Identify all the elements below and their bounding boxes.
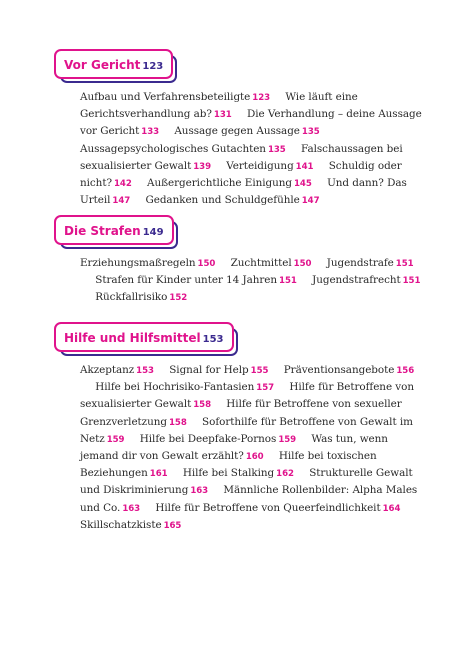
toc-section bbox=[54, 322, 425, 534]
entry-page-number: 155 bbox=[250, 366, 269, 376]
toc-entry[interactable] bbox=[169, 364, 268, 376]
toc-entry[interactable] bbox=[284, 364, 414, 376]
entry-title: Aussagepsychologisches Gutachten bbox=[80, 142, 266, 155]
entry-title: Strafen für Kinder unter 14 Jahren bbox=[95, 274, 278, 287]
entry-title: Hilfe für Betroffene von sexueller Grenzverletzung bbox=[80, 398, 402, 428]
entry-title: Männliche Rollenbilder: Alpha Males und Co. bbox=[80, 484, 418, 514]
section-title: Die Strafen bbox=[64, 224, 141, 238]
toc-entry[interactable] bbox=[183, 467, 294, 479]
entry-title: Hilfe für Betroffene von sexualisierter Gewalt bbox=[80, 381, 414, 411]
entry-page-number: 153 bbox=[136, 366, 154, 376]
entry-page-number: 150 bbox=[293, 259, 312, 269]
entry-title: Hilfe bei Deepfake-Pornos bbox=[139, 432, 277, 445]
entry-title: Die Verhandlung – deine Aussage vor Gericht bbox=[80, 108, 422, 138]
section-title: Hilfe und Hilfsmittel bbox=[64, 331, 201, 345]
toc-entry[interactable] bbox=[80, 91, 270, 103]
entry-title: Soforthilfe für Betroffene von Gewalt im Netz bbox=[80, 415, 413, 445]
entry-page-number: 151 bbox=[395, 259, 414, 269]
toc-entry[interactable] bbox=[145, 194, 319, 206]
entry-page-number: 145 bbox=[294, 179, 312, 190]
entry-title: Falschaussagen bei sexualisierter Gewalt bbox=[80, 142, 403, 172]
entry-page-number: 131 bbox=[213, 110, 232, 121]
entry-page-number: 158 bbox=[168, 417, 187, 428]
toc-entry[interactable] bbox=[140, 433, 296, 445]
entry-title: Gedanken und Schuldgefühle bbox=[145, 194, 300, 207]
entry-page-number: 147 bbox=[112, 196, 131, 207]
entry-title: Aufbau und Verfahrensbeteiligte bbox=[80, 91, 251, 103]
entry-page-number: 141 bbox=[295, 161, 314, 172]
entry-title: Erziehungsmaßregeln bbox=[80, 257, 196, 269]
entry-page-number: 150 bbox=[197, 259, 216, 269]
toc-entry[interactable] bbox=[147, 177, 312, 189]
toc-entry[interactable] bbox=[80, 519, 181, 531]
entry-page-number: 159 bbox=[106, 434, 125, 445]
toc-entry[interactable] bbox=[80, 143, 286, 155]
entry-title: Verteidigung bbox=[226, 159, 294, 172]
toc-section bbox=[54, 49, 425, 209]
entry-page-number: 165 bbox=[163, 520, 182, 531]
entry-page-number: 163 bbox=[122, 503, 141, 514]
section-heading[interactable] bbox=[54, 215, 174, 245]
entry-page-number: 158 bbox=[193, 400, 212, 411]
entry-title: Was tun, wenn jemand dir von Gewalt erzählt? bbox=[80, 432, 388, 463]
section-title: Vor Gericht bbox=[64, 58, 141, 72]
toc-entry[interactable] bbox=[312, 274, 420, 286]
entry-title: Aussage gegen Aussage bbox=[174, 125, 300, 138]
toc-entry[interactable] bbox=[327, 257, 414, 269]
entry-page-number: 163 bbox=[190, 486, 209, 497]
entry-title: Hilfe für Betroffene von Queerfeindlichkeit bbox=[155, 501, 381, 514]
toc-entry[interactable] bbox=[226, 160, 313, 172]
entry-page-number: 135 bbox=[267, 144, 286, 155]
toc-entry[interactable] bbox=[95, 381, 274, 393]
entry-page-number: 123 bbox=[252, 93, 271, 103]
entry-page-number: 162 bbox=[276, 469, 294, 480]
section-heading[interactable] bbox=[54, 49, 173, 79]
entry-title: Außergerichtliche Einigung bbox=[147, 177, 292, 190]
entry-page-number: 157 bbox=[256, 383, 275, 394]
entry-title: Hilfe bei Stalking bbox=[182, 467, 275, 480]
toc-entry[interactable] bbox=[95, 291, 187, 303]
toc-entry[interactable] bbox=[80, 257, 215, 269]
entry-title: Signal for Help bbox=[169, 364, 249, 376]
entry-title: Strukturelle Gewalt und Diskriminierung bbox=[80, 467, 413, 497]
entry-title: Zuchtmittel bbox=[230, 257, 292, 269]
entry-title: Skillschatzkiste bbox=[80, 518, 162, 531]
entry-list bbox=[80, 255, 425, 307]
entry-title: Präventionsangebote bbox=[283, 364, 395, 376]
entry-page-number: 156 bbox=[396, 366, 415, 376]
entry-page-number: 164 bbox=[382, 503, 401, 514]
toc-entry[interactable] bbox=[95, 274, 297, 286]
entry-page-number: 159 bbox=[278, 434, 297, 445]
entry-page-number: 161 bbox=[149, 469, 168, 480]
entry-title: Hilfe bei Hochrisiko-Fantasien bbox=[95, 381, 255, 394]
section-page-number: 123 bbox=[142, 61, 164, 72]
entry-list bbox=[80, 89, 425, 209]
entry-page-number: 142 bbox=[113, 179, 132, 190]
entry-page-number: 139 bbox=[193, 161, 212, 172]
toc-entry[interactable] bbox=[231, 257, 312, 269]
entry-page-number: 133 bbox=[141, 127, 160, 138]
section-page-number: 149 bbox=[142, 227, 164, 238]
entry-page-number: 151 bbox=[279, 276, 297, 287]
toc-entry[interactable] bbox=[80, 364, 154, 376]
entry-list bbox=[80, 362, 425, 534]
entry-page-number: 160 bbox=[245, 452, 264, 463]
entry-title: Jugendstrafe bbox=[326, 257, 394, 269]
toc-entry[interactable] bbox=[174, 125, 319, 137]
section-page-number: 153 bbox=[202, 334, 224, 345]
entry-page-number: 147 bbox=[301, 196, 320, 207]
entry-title: Wie läuft eine Gerichtsverhandlung ab? bbox=[80, 91, 358, 121]
entry-title: Hilfe bei toxischen Beziehungen bbox=[80, 450, 377, 480]
entry-page-number: 151 bbox=[402, 276, 421, 287]
section-heading[interactable] bbox=[54, 322, 234, 352]
entry-page-number: 152 bbox=[169, 293, 188, 304]
entry-title: Akzeptanz bbox=[80, 364, 135, 376]
entry-title: Jugendstrafrecht bbox=[312, 274, 401, 287]
toc-section bbox=[54, 215, 425, 307]
toc-entry[interactable] bbox=[155, 502, 400, 514]
entry-title: Schuldig oder nicht? bbox=[80, 159, 402, 190]
entry-title: Rückfallrisiko bbox=[95, 291, 168, 304]
entry-page-number: 135 bbox=[301, 127, 320, 138]
entry-title: Und dann? Das Urteil bbox=[80, 177, 407, 207]
